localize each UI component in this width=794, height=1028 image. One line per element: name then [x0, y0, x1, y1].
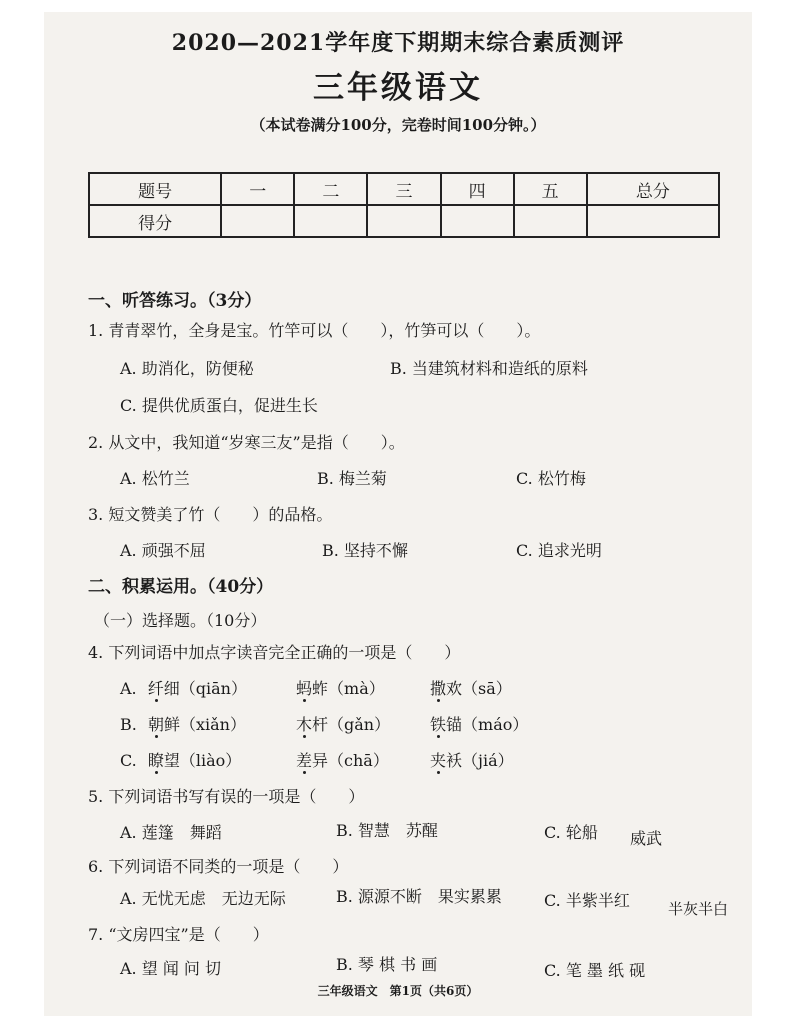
q6-option-c: C. 半紫半红: [544, 891, 630, 910]
q6-option-b: B. 源源不断 果实累累: [336, 887, 502, 906]
score-table-score-row: [89, 205, 719, 237]
q5-stem: 5. 下列词语书写有误的一项是（ ）: [88, 787, 365, 806]
q7-option-b: B. 琴 棋 书 画: [336, 955, 438, 974]
q5-option-c: C. 轮船: [544, 823, 598, 842]
q6-stem: 6. 下列词语不同类的一项是（ ）: [88, 857, 349, 876]
subject-title: 三年级语文: [313, 70, 483, 106]
q3-option-c: C. 追求光明: [516, 541, 602, 560]
q2-stem: 2. 从文中，我知道“岁寒三友”是指（ ）。: [88, 433, 405, 452]
q3-option-b: B. 坚持不懈: [322, 541, 408, 560]
q2-option-a: A. 松竹兰: [120, 469, 190, 488]
q4-row-c: [120, 748, 241, 771]
q4-row-a-word2: [296, 676, 385, 699]
dotted-char: 蚂: [296, 679, 313, 698]
option-label: B.: [120, 715, 137, 734]
q3-option-a: A. 顽强不屈: [120, 541, 206, 560]
score-blank[interactable]: [587, 205, 719, 237]
score-table-header-row: [89, 173, 719, 205]
score-cell: 二: [294, 173, 367, 205]
q4-row-c-word2: [296, 748, 389, 771]
dotted-char: 差: [296, 751, 313, 770]
q7-option-c: C. 笔 墨 纸 砚: [544, 961, 646, 980]
dotted-char: 朝: [147, 715, 164, 734]
score-table: [88, 172, 720, 238]
q4-row-b-word2: [296, 712, 390, 735]
q6-option-c-word2: 半灰半白: [668, 900, 729, 918]
q7-stem: 7. “文房四宝”是（ ）: [88, 925, 269, 944]
option-label: C.: [120, 751, 137, 770]
dotted-char: 夹: [430, 751, 447, 770]
exam-title: 2020—2021学年度下期期末综合素质测评: [171, 30, 625, 56]
word-pinyin: 袄（jiá）: [446, 751, 514, 770]
q5-option-c-word2: 威武: [630, 829, 663, 848]
q4-row-b-word3: [430, 712, 528, 735]
word-pinyin: 杆（gǎn）: [312, 715, 391, 734]
q4-row-a: [120, 676, 247, 699]
q4-row-a-word3: [430, 676, 512, 699]
q1-option-b: B. 当建筑材料和造纸的原料: [390, 359, 588, 378]
word-pinyin: 蚱（mà）: [312, 679, 385, 698]
score-blank[interactable]: [221, 205, 294, 237]
exam-paper: [44, 12, 752, 1016]
exam-note: （本试卷满分100分，完卷时间100分钟。）: [250, 116, 546, 134]
section1-heading: 一、听答练习。（3分）: [88, 291, 262, 311]
score-blank[interactable]: [294, 205, 367, 237]
q2-option-c: C. 松竹梅: [516, 469, 586, 488]
q1-option-c: C. 提供优质蛋白，促进生长: [120, 396, 318, 415]
q6-option-a: A. 无忧无虑 无边无际: [120, 889, 286, 908]
word-pinyin: 锚（máo）: [446, 715, 529, 734]
word-pinyin: 细（qiān）: [163, 679, 247, 698]
score-cell: 题号: [89, 173, 221, 205]
q4-row-c-word3: [430, 748, 514, 771]
dotted-char: 木: [296, 715, 313, 734]
dotted-char: 瞭: [147, 751, 164, 770]
score-blank[interactable]: [514, 205, 587, 237]
score-blank[interactable]: [367, 205, 440, 237]
q2-option-b: B. 梅兰菊: [317, 469, 387, 488]
score-cell: 得分: [89, 205, 221, 237]
word-pinyin: 鲜（xiǎn）: [163, 715, 246, 734]
score-blank[interactable]: [441, 205, 514, 237]
q1-stem: 1. 青青翠竹，全身是宝。竹竿可以（ ），竹笋可以（ ）。: [88, 321, 541, 340]
q4-row-b: [120, 712, 246, 735]
score-cell: 总分: [587, 173, 719, 205]
q7-option-a: A. 望 闻 问 切: [120, 959, 221, 978]
q5-option-a: A. 莲篷 舞蹈: [120, 823, 222, 842]
subsection-heading: （一）选择题。（10分）: [94, 611, 267, 630]
score-cell: 五: [514, 173, 587, 205]
word-pinyin: 欢（sā）: [446, 679, 512, 698]
dotted-char: 纤: [147, 679, 164, 698]
word-pinyin: 望（liào）: [163, 751, 242, 770]
q4-stem: 4. 下列词语中加点字读音完全正确的一项是（ ）: [88, 643, 461, 662]
score-cell: 一: [221, 173, 294, 205]
q1-option-a: A. 助消化，防便秘: [120, 359, 254, 378]
word-pinyin: 异（chā）: [312, 751, 389, 770]
option-label: A.: [120, 679, 137, 698]
section2-heading: 二、积累运用。（40分）: [88, 577, 274, 597]
dotted-char: 撒: [430, 679, 447, 698]
score-cell: 四: [441, 173, 514, 205]
q5-option-b: B. 智慧 苏醒: [336, 821, 438, 840]
score-cell: 三: [367, 173, 440, 205]
dotted-char: 铁: [430, 715, 447, 734]
q3-stem: 3. 短文赞美了竹（ ）的品格。: [88, 505, 333, 524]
page-footer: 三年级语文 第1页（共6页）: [317, 984, 479, 998]
